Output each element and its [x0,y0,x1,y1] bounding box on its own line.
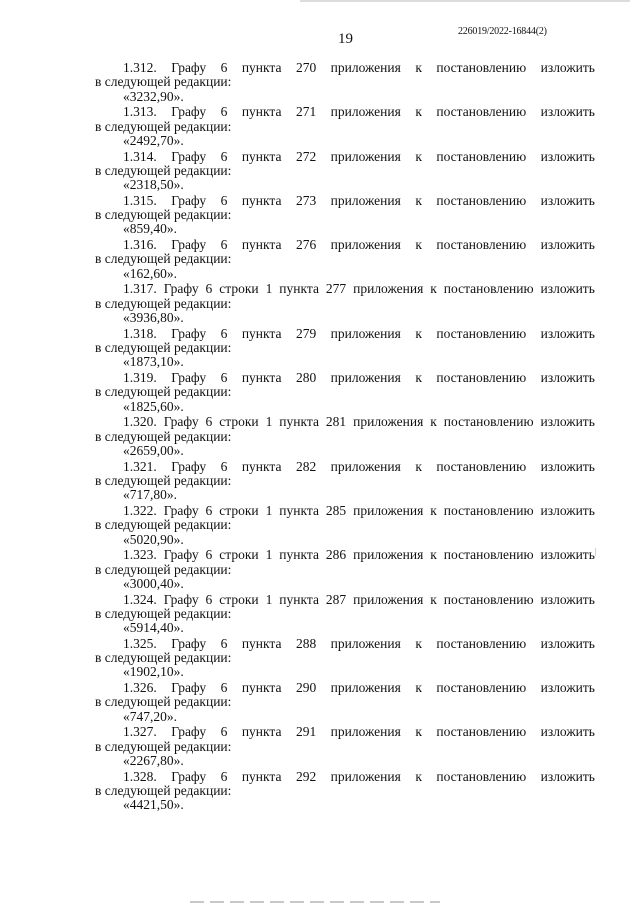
word: 288 [295,635,317,651]
word: 6 [205,502,213,518]
word: пункта [241,458,282,474]
amendment-continuation: в следующей редакции: [95,561,232,577]
word: 6 [220,148,228,164]
amendment-item [95,150,595,194]
amendment-item [95,770,595,814]
amendment-item [95,282,595,326]
word: 1.320. [123,414,157,430]
word: изложить [540,724,595,740]
word: приложения [353,281,424,297]
amendment-continuation: в следующей редакции: [95,207,232,223]
word: пункта [241,370,282,386]
word: Графу [171,370,207,386]
word: 6 [220,370,228,386]
word: пункта [279,281,319,297]
word: приложения [330,680,401,696]
word: 280 [295,370,317,386]
word: 1.325. [123,635,157,651]
word: 1.319. [123,370,157,386]
amendment-item [95,327,595,371]
word: Графу [171,148,207,164]
amendment-value: «3000,40». [123,575,184,591]
amendment-continuation: в следующей редакции: [95,251,232,267]
word: пункта [241,724,282,740]
word: 1.326. [123,680,157,696]
word: 1.316. [123,237,157,253]
amendment-value: «2318,50». [123,177,184,193]
word: 1 [265,414,273,430]
amendment-item [95,504,595,548]
word: изложить [540,104,595,120]
word: постановлению [443,547,534,563]
word: пункта [241,237,282,253]
amendment-item [95,371,595,415]
word: 6 [205,281,213,297]
amendment-continuation: в следующей редакции: [95,650,232,666]
amendment-item [95,415,595,459]
amendment-continuation: в следующей редакции: [95,384,232,400]
word: 6 [220,724,228,740]
amendment-item [95,548,595,592]
amendment-continuation: в следующей редакции: [95,118,232,134]
amendment-item [95,194,595,238]
word: Графу [171,104,207,120]
word: к [415,768,422,784]
word: 276 [295,237,317,253]
word: 1 [265,547,273,563]
amendment-item [95,681,595,725]
word: пункта [279,591,319,607]
word: изложить [540,237,595,253]
word: 279 [295,325,317,341]
word: изложить [540,768,595,784]
word: 6 [205,547,213,563]
margin-mark [595,548,596,556]
word: к [415,724,422,740]
amendment-text-line [95,681,595,695]
word: 281 [325,414,347,430]
word: приложения [330,192,401,208]
word: Графу [171,768,207,784]
word: изложить [540,281,595,297]
word: Графу [163,591,199,607]
word: изложить [540,502,595,518]
amendment-value: «2267,80». [123,753,184,769]
amendment-continuation: в следующей редакции: [95,340,232,356]
word: пункта [279,547,319,563]
word: к [415,680,422,696]
word: Графу [171,237,207,253]
word: к [415,325,422,341]
amendment-continuation: в следующей редакции: [95,738,232,754]
word: пункта [241,148,282,164]
word: 287 [325,591,347,607]
word: пункта [279,502,319,518]
amendment-item [95,61,595,105]
word: строки [219,591,259,607]
word: Графу [163,414,199,430]
word: постановлению [436,104,527,120]
word: изложить [540,148,595,164]
word: приложения [330,325,401,341]
word: к [415,237,422,253]
word: 6 [220,635,228,651]
word: 1.314. [123,148,157,164]
amendment-value: «162,60». [123,265,177,281]
amendment-text-line [95,194,595,208]
amendment-text-line [95,150,595,164]
word: изложить [540,547,595,563]
word: постановлению [443,591,534,607]
word: 1.321. [123,458,157,474]
word: изложить [540,458,595,474]
amendment-text-line [95,282,595,296]
amendment-continuation: в следующей редакции: [95,162,232,178]
amendment-item [95,460,595,504]
word: 1.327. [123,724,157,740]
word: пункта [241,768,282,784]
amendment-text-line [95,105,595,119]
word: 6 [220,192,228,208]
word: изложить [540,635,595,651]
word: 1.328. [123,768,157,784]
word: постановлению [436,635,527,651]
word: постановлению [436,192,527,208]
word: приложения [330,104,401,120]
word: Графу [171,60,207,75]
word: приложения [353,414,424,430]
amendment-item [95,593,595,637]
word: 1 [265,281,273,297]
amendment-item [95,637,595,681]
word: приложения [330,237,401,253]
word: изложить [540,680,595,696]
word: к [415,192,422,208]
word: к [415,458,422,474]
amendment-value: «4421,50». [123,797,184,813]
amendment-text-line [95,593,595,607]
amendment-text-line [95,548,595,562]
amendment-value: «2659,00». [123,442,184,458]
word: строки [219,547,259,563]
word: пункта [241,635,282,651]
page-number: 19 [338,31,353,47]
word: приложения [330,370,401,386]
word: изложить [540,591,595,607]
amendment-item [95,238,595,282]
bottom-scan-marks [190,901,440,903]
word: строки [219,502,259,518]
word: пункта [241,325,282,341]
word: Графу [171,458,207,474]
word: к [415,635,422,651]
word: приложения [353,547,424,563]
word: к [415,60,422,75]
word: 273 [295,192,317,208]
amendment-item [95,105,595,149]
word: 292 [295,768,317,784]
amendment-text-line [95,371,595,385]
word: к [430,502,437,518]
word: к [430,281,437,297]
amendment-text-line [95,770,595,784]
amendment-continuation: в следующей редакции: [95,694,232,710]
amendment-text-line [95,238,595,252]
word: 6 [220,768,228,784]
word: Графу [163,502,199,518]
amendment-value: «717,80». [123,487,177,503]
word: изложить [540,192,595,208]
top-scan-rule [300,0,630,2]
word: приложения [330,635,401,651]
amendment-value: «1902,10». [123,664,184,680]
word: пункта [241,104,282,120]
word: постановлению [443,281,534,297]
word: пункта [241,192,282,208]
amendment-text-line [95,504,595,518]
word: 285 [325,502,347,518]
word: постановлению [436,680,527,696]
word: 6 [205,591,213,607]
word: 1.323. [123,547,157,563]
amendment-continuation: в следующей редакции: [95,295,232,311]
word: 1 [265,502,273,518]
amendment-value: «3936,80». [123,310,184,326]
amendment-continuation: в следующей редакции: [95,517,232,533]
word: 6 [220,325,228,341]
word: приложения [330,60,401,75]
word: постановлению [436,458,527,474]
word: приложения [330,768,401,784]
word: постановлению [436,370,527,386]
amendment-value: «2492,70». [123,132,184,148]
word: постановлению [436,724,527,740]
word: постановлению [436,60,527,75]
word: 1.312. [123,60,157,75]
word: 1.322. [123,502,157,518]
word: 290 [295,680,317,696]
word: Графу [171,635,207,651]
amendment-value: «859,40». [123,221,177,237]
word: 277 [325,281,347,297]
amendment-value: «5020,90». [123,531,184,547]
word: постановлению [436,325,527,341]
amendment-text-line [95,460,595,474]
word: к [415,370,422,386]
amendment-value: «3232,90». [123,88,184,104]
word: постановлению [436,148,527,164]
amendment-value: «1873,10». [123,354,184,370]
word: изложить [540,325,595,341]
word: 6 [220,104,228,120]
word: 6 [205,414,213,430]
word: строки [219,414,259,430]
word: 286 [325,547,347,563]
amendment-value: «5914,40». [123,620,184,636]
amendment-continuation: в следующей редакции: [95,605,232,621]
word: приложения [353,502,424,518]
word: 1 [265,591,273,607]
word: строки [219,281,259,297]
word: к [415,148,422,164]
word: изложить [540,370,595,386]
word: постановлению [443,414,534,430]
amendment-continuation: в следующей редакции: [95,428,232,444]
word: к [430,591,437,607]
amendment-continuation: в следующей редакции: [95,74,232,90]
word: пункта [241,680,282,696]
word: к [430,547,437,563]
word: 1.317. [123,281,157,297]
word: Графу [163,281,199,297]
amendment-continuation: в следующей редакции: [95,472,232,488]
word: приложения [330,724,401,740]
amendment-text-line [95,637,595,651]
word: 291 [295,724,317,740]
word: изложить [540,414,595,430]
word: постановлению [436,768,527,784]
word: 6 [220,458,228,474]
word: 1.315. [123,192,157,208]
word: пункта [241,60,282,75]
word: 1.324. [123,591,157,607]
word: 6 [220,680,228,696]
amendment-text-line [95,725,595,739]
word: Графу [171,192,207,208]
word: 271 [295,104,317,120]
amendment-item [95,725,595,769]
word: 282 [295,458,317,474]
amendment-text-line [95,61,595,75]
word: 1.318. [123,325,157,341]
amendment-list [95,61,595,814]
word: постановлению [443,502,534,518]
word: Графу [171,724,207,740]
amendment-text-line [95,415,595,429]
amendment-value: «747,20». [123,708,177,724]
word: изложить [540,60,595,75]
word: 272 [295,148,317,164]
word: пункта [279,414,319,430]
amendment-value: «1825,60». [123,398,184,414]
word: 1.313. [123,104,157,120]
word: Графу [163,547,199,563]
amendment-continuation: в следующей редакции: [95,783,232,799]
word: приложения [330,148,401,164]
document-number: 226019/2022-16844(2) [458,26,547,37]
word: постановлению [436,237,527,253]
word: 6 [220,60,228,75]
word: приложения [330,458,401,474]
word: Графу [171,325,207,341]
word: приложения [353,591,424,607]
amendment-text-line [95,327,595,341]
word: к [430,414,437,430]
word: к [415,104,422,120]
word: 6 [220,237,228,253]
word: Графу [171,680,207,696]
word: 270 [295,60,317,75]
